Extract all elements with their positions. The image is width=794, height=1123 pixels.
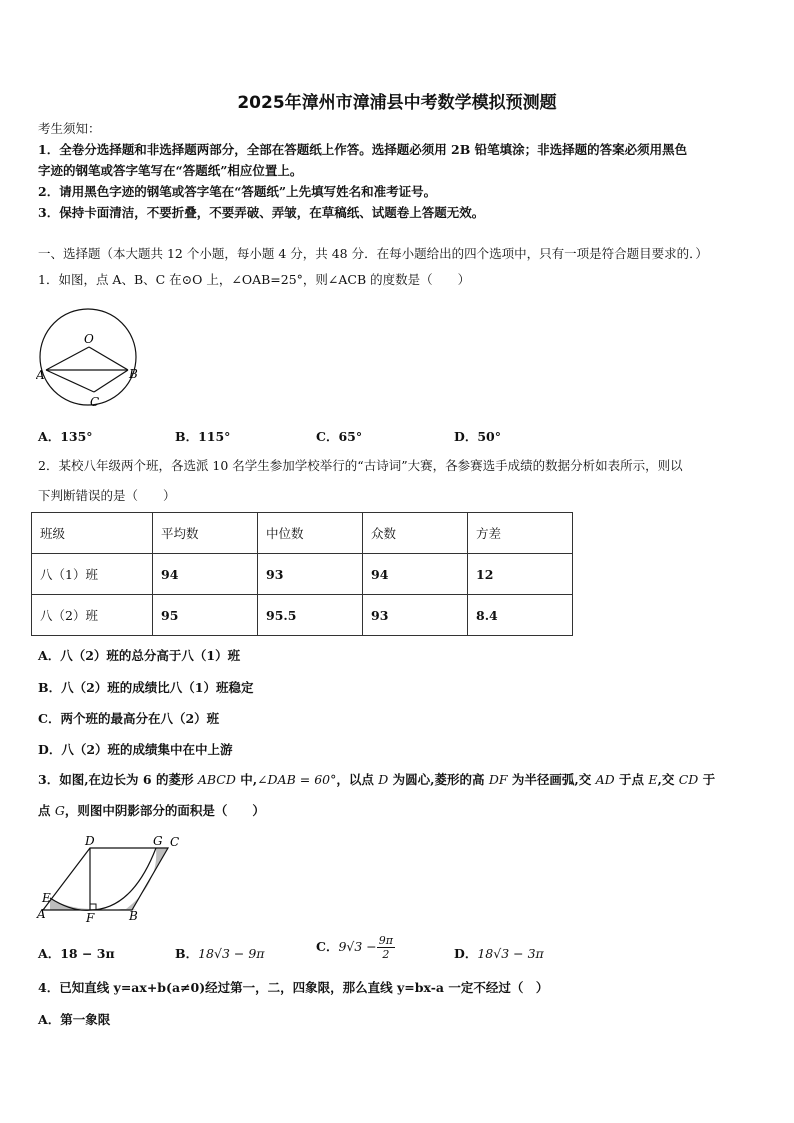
math-cd: CD	[678, 772, 699, 787]
table-header-cell: 班级	[32, 513, 153, 554]
option-prefix: B．	[175, 946, 199, 961]
text-run: 点	[38, 803, 55, 818]
table-cell: 93	[363, 595, 468, 636]
shaded-region-right	[126, 848, 168, 910]
table-cell: 8.4	[468, 595, 573, 636]
option-value: 18√3 − 3π	[477, 946, 544, 961]
option-prefix: C．	[316, 939, 339, 954]
label-a: A	[36, 368, 45, 382]
question-2-option-a: A．八（2）班的总分高于八（1）班	[38, 648, 241, 663]
question-2-option-d: D．八（2）班的成绩集中在中上游	[38, 742, 233, 757]
table-header-cell: 中位数	[258, 513, 363, 554]
math-e: E	[648, 772, 658, 787]
label-c: C	[170, 835, 180, 849]
notice-item-1-cont: 字迹的钢笔或答字笔写在“答题纸”相应位置上。	[38, 163, 303, 178]
table-row	[32, 595, 573, 636]
math-angle-dab: ∠DAB = 60°	[257, 772, 337, 787]
label-c: C	[90, 395, 100, 409]
question-1-option-b: B．115°	[175, 429, 231, 444]
section-heading: 一、选择题（本大题共 12 个小题，每小题 4 分，共 48 分．在每小题给出的四个选项中，只有一项是符合题目要求的．）	[38, 246, 708, 261]
table-header-cell: 方差	[468, 513, 573, 554]
fraction	[377, 934, 395, 961]
table-cell: 94	[363, 554, 468, 595]
circle-o	[40, 309, 136, 405]
question-2-text: 2．某校八年级两个班，各选派 10 名学生参加学校举行的“古诗词”大赛，各参赛选手成绩的数据分析如表所示，则以	[38, 458, 683, 473]
math-d: D	[378, 772, 389, 787]
notice-item-1: 1．全卷分选择题和非选择题两部分，全部在答题纸上作答。选择题必须用 2B 铅笔填涂；非选择题的答案必须用黑色	[38, 142, 688, 157]
page-title: 2025年漳州市漳浦县中考数学模拟预测题	[237, 93, 557, 113]
question-3-option-a: A．18 − 3π	[38, 946, 115, 961]
option-value: 9√3 −	[338, 939, 377, 954]
label-f: F	[86, 911, 95, 924]
table-cell: 12	[468, 554, 573, 595]
label-b: B	[129, 367, 138, 381]
question-1-option-d: D．50°	[454, 429, 501, 444]
question-2-option-c: C．两个班的最高分在八（2）班	[38, 711, 220, 726]
label-g: G	[153, 834, 163, 848]
question-1-option-a: A．135°	[38, 429, 93, 444]
segment-ac	[46, 370, 94, 392]
text-run: 于点	[614, 772, 649, 787]
option-value: 18√3 − 9π	[198, 946, 265, 961]
table-header-cell: 平均数	[153, 513, 258, 554]
segment-cb	[94, 370, 128, 392]
text-run: ,交	[657, 772, 679, 787]
question-4-option-a: A．第一象限	[38, 1012, 111, 1027]
rhombus-abcd	[43, 848, 168, 910]
segment-ob	[89, 347, 128, 370]
question-2-text-cont: 下判断错误的是（ ）	[38, 488, 176, 503]
label-e: E	[42, 891, 51, 905]
table-row	[32, 554, 573, 595]
label-b: B	[129, 909, 138, 923]
text-run: 中,	[235, 772, 258, 787]
notice-item-2: 2．请用黑色字迹的钢笔或答字笔在“答题纸”上先填写姓名和准考证号。	[38, 184, 437, 199]
label-a: A	[37, 907, 46, 921]
question-3-figure	[32, 832, 192, 924]
table-cell: 八（1）班	[32, 554, 153, 595]
question-2-option-b: B．八（2）班的成绩比八（1）班稳定	[38, 680, 254, 695]
notice-item-3: 3．保持卡面清洁，不要折叠，不要弄破、弄皱，在草稿纸、试题卷上答题无效。	[38, 205, 485, 220]
math-ad: AD	[595, 772, 615, 787]
text-run: 于	[698, 772, 716, 787]
text-run: ，则图中阴影部分的面积是（ ）	[64, 803, 265, 818]
table-cell: 95.5	[258, 595, 363, 636]
right-angle-mark	[90, 904, 96, 910]
math-g: G	[54, 803, 65, 818]
question-4-text: 4．已知直线 y=ax+b(a≠0)经过第一，二，四象限，那么直线 y=bx-a 一定不经过（ ）	[38, 980, 549, 995]
question-3-option-d	[454, 944, 544, 962]
table-cell: 八（2）班	[32, 595, 153, 636]
table-cell: 93	[258, 554, 363, 595]
text-run: 为圆心,菱形的高	[388, 772, 489, 787]
fraction-denominator: 2	[382, 948, 390, 961]
label-o: O	[84, 332, 94, 346]
question-3-option-b	[175, 944, 265, 962]
question-1-figure	[36, 302, 144, 412]
question-3-option-c	[316, 934, 395, 961]
math-abcd: ABCD	[197, 772, 236, 787]
math-df: DF	[488, 772, 508, 787]
text-run: ，以点	[336, 772, 379, 787]
option-prefix: D．	[454, 946, 478, 961]
notice-heading: 考生须知：	[38, 121, 101, 136]
fraction-numerator: 9π	[378, 934, 394, 947]
table-header-row	[32, 513, 573, 554]
question-1-text: 1．如图，点 A、B、C 在⊙O 上，∠OAB=25°，则∠ACB 的度数是（ ）	[38, 272, 471, 287]
segment-oa	[46, 347, 89, 370]
label-d: D	[85, 834, 95, 848]
question-1-option-c: C．65°	[316, 429, 363, 444]
score-table	[31, 512, 573, 636]
table-cell: 95	[153, 595, 258, 636]
table-cell: 94	[153, 554, 258, 595]
text-run: 3．如图,在边长为 6 的菱形	[38, 772, 198, 787]
question-3-text	[38, 772, 715, 788]
table-header-cell: 众数	[363, 513, 468, 554]
text-run: 为半径画弧,交	[507, 772, 596, 787]
question-3-text-cont	[38, 803, 265, 819]
